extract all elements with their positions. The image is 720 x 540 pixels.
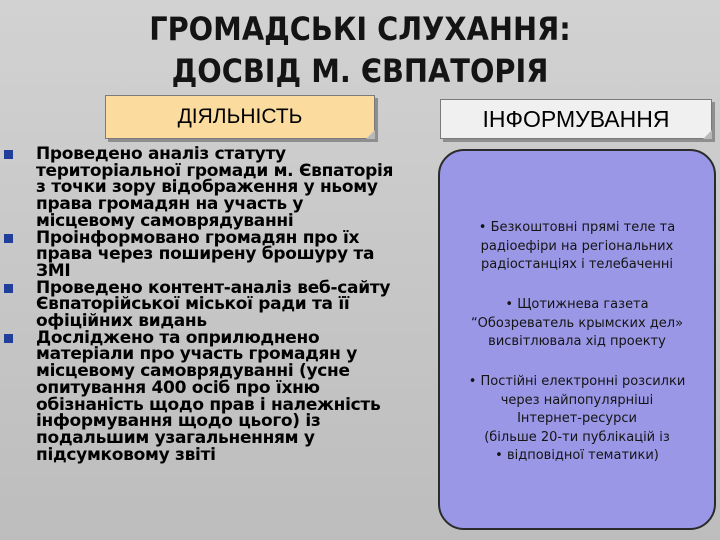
- info-line: “Обозреватель крымских дел»: [470, 315, 684, 331]
- activity-list: [4, 146, 434, 463]
- activity-line: обізнаність щодо прав і належність: [36, 394, 381, 415]
- square-bullet-icon: [4, 284, 13, 293]
- information-tab: [440, 99, 712, 139]
- activity-line: права через поширену брошуру та: [36, 244, 375, 265]
- activity-line: права громадян на участь у: [36, 194, 304, 215]
- activity-line: подальшим узагальненням у: [36, 427, 315, 448]
- activity-line: ЗМІ: [36, 260, 71, 281]
- activity-line: місцевому самоврядуванні: [36, 210, 294, 231]
- information-panel: [438, 149, 716, 530]
- activity-item: [4, 227, 434, 281]
- activity-line: інформування щодо цього) із: [36, 411, 321, 432]
- activity-item: [4, 327, 434, 465]
- activity-line: опитування 400 осіб про їхню: [36, 377, 320, 398]
- activity-line: місцевому самоврядуванні (усне: [36, 361, 350, 382]
- slide-title: [126, 8, 594, 92]
- square-bullet-icon: [4, 334, 13, 343]
- info-line: • Постійні електронні розсилки: [468, 374, 686, 389]
- activity-line: Досліджено та оприлюднено: [36, 327, 320, 348]
- square-bullet-icon: [4, 234, 13, 243]
- activity-line: Проведено контент-аналіз веб-сайту: [36, 277, 391, 298]
- info-line: висвітлювала хід проекту: [488, 334, 666, 349]
- info-item: [440, 373, 714, 466]
- activity-item: [4, 146, 434, 230]
- activity-line: матеріали про участь громадян у: [36, 344, 358, 365]
- info-line: • Безкоштовні прямі теле та: [478, 220, 676, 235]
- information-tab-label: ІНФОРМУВАННЯ: [482, 105, 670, 132]
- activity-item: [4, 277, 434, 332]
- activity-line: підсумковому звіті: [36, 444, 216, 465]
- title-line-2: ДОСВІД М. ЄВПАТОРІЯ: [171, 52, 549, 90]
- activity-tab-label: ДІЯЛЬНІСТЬ: [177, 105, 303, 128]
- info-line: радіостанціях і телебаченні: [481, 257, 673, 272]
- info-line: • відповідної тематики): [495, 448, 659, 463]
- square-bullet-icon: [4, 150, 13, 159]
- activity-line: офіційних видань: [36, 311, 207, 332]
- info-line: через найпопулярніші: [500, 392, 654, 408]
- activity-line: з точки зору відображення у ньому: [36, 177, 378, 198]
- info-item: [440, 296, 714, 352]
- info-line: • Щотижнева газета: [505, 297, 649, 312]
- info-line: (більше 20-ти публікацій із: [484, 429, 670, 445]
- info-item: [440, 219, 714, 275]
- title-line-1: ГРОМАДСЬКІ СЛУХАННЯ:: [149, 10, 571, 48]
- info-line: Інтернет-ресурси: [517, 411, 637, 426]
- activity-line: Проінформовано громадян про їх: [36, 227, 360, 248]
- info-line: радіоефіри на регіональних: [480, 238, 674, 254]
- activity-tab: [105, 95, 375, 139]
- activity-line: територіальної громади м. Євпаторія: [36, 160, 394, 181]
- activity-line: Євпаторійської міської ради та її: [36, 294, 350, 315]
- folded-corner-icon: [703, 130, 712, 139]
- activity-line: Проведено аналіз статуту: [36, 144, 286, 164]
- folded-corner-icon: [366, 130, 375, 139]
